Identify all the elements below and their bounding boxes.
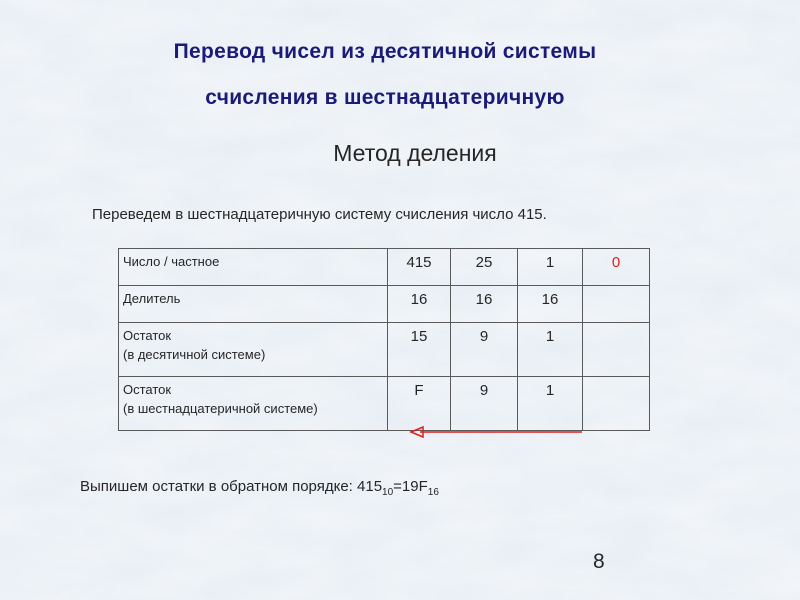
row-label-line-1: Остаток [123, 382, 172, 397]
slide-subtitle: Метод деления [333, 140, 497, 166]
table-cell: 1 [518, 377, 583, 431]
answer-base-to: 16 [427, 487, 439, 498]
answer-prefix: Выпишем остатки в обратном порядке: [80, 478, 358, 495]
table-row [119, 249, 650, 286]
page-number: 8 [593, 550, 605, 573]
answer-equals: =19F [393, 478, 428, 495]
row-label-line-1: Делитель [123, 291, 181, 306]
table-cell [583, 377, 650, 431]
table-cell: 9 [451, 323, 518, 377]
row-label-line-1: Остаток [123, 328, 172, 343]
slide-title-line-1: Перевод чисел из десятичной системы [173, 40, 597, 63]
division-table [118, 248, 650, 431]
table-row [119, 377, 650, 431]
table-cell: 25 [451, 249, 518, 286]
row-label [119, 249, 388, 286]
left-arrow-icon [408, 424, 588, 440]
table-cell: 1 [518, 249, 583, 286]
row-label-line-2: (в десятичной системе) [123, 347, 266, 362]
row-label [119, 286, 388, 323]
table-cell [583, 323, 650, 377]
answer-number: 415 [357, 478, 383, 495]
row-label [119, 323, 388, 377]
answer-text [80, 478, 439, 498]
table-cell: 9 [451, 377, 518, 431]
slide-title-line-2: счисления в шестнадцатеричную [205, 86, 565, 109]
table-row [119, 323, 650, 377]
table-cell: 1 [518, 323, 583, 377]
table-cell: 16 [518, 286, 583, 323]
table-row [119, 286, 650, 323]
table-cell [583, 286, 650, 323]
table-cell: 415 [388, 249, 451, 286]
row-label-line-1: Число / частное [123, 254, 220, 269]
row-label-line-2: (в шестнадцатеричной системе) [123, 401, 318, 416]
intro-text: Переведем в шестнадцатеричную систему счисления число 415. [92, 206, 547, 223]
table-cell: 15 [388, 323, 451, 377]
table-cell-highlighted: 0 [583, 249, 650, 286]
table-cell: F [388, 377, 451, 431]
table-cell: 16 [451, 286, 518, 323]
row-label [119, 377, 388, 431]
answer-base-from: 10 [382, 487, 394, 498]
table-cell: 16 [388, 286, 451, 323]
